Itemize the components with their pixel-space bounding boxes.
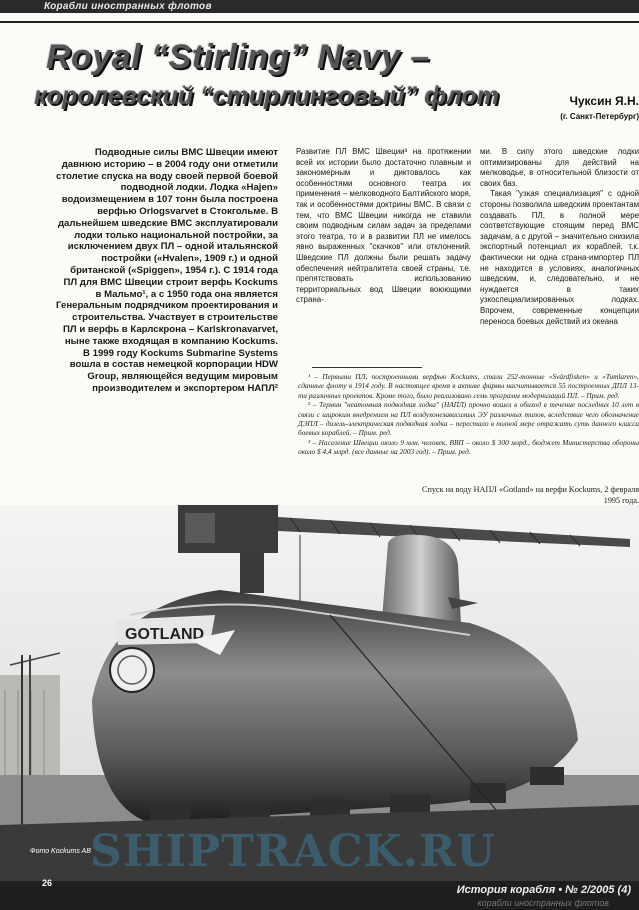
body-column-2 [296,147,471,359]
footnotes [298,372,639,457]
body-paragraph: Развитие ПЛ ВМС Швеции³ на протяжении всей их истории было достаточно плавным и закономерным и диктовалось как особенностями основного театра их применения – мелководного Балтийского моря, так и особенностями доктрины ВМС. В связи с тем, что ВМС Швеции никогда не ставили своим подводным силам задач за пределами этого театра, то и в развитии ПЛ не имелось явно выраженных "скачков" или отклонений. Шведские ПЛ должны были решать задачу обеспечения нейтралитета своей страны, т.е. препятствовать использованию территориальных вод Швеции воюющими страна- [296,147,471,305]
photo-credit: Фото Kockums AB [30,848,91,855]
author-location: (г. Санкт-Петербург) [560,112,639,121]
page-number: 26 [42,878,53,888]
article-title: Royal “Stirling” Navy – [46,38,430,76]
article-subtitle: королевский “стирлинговый” флот [34,82,499,110]
section-header-bar [0,0,639,13]
top-rule [0,21,639,23]
footer-ghost-text: корабли иностранных флотов [477,898,609,908]
footnote-3: ³ – Население Швеции около 9 млн. человек, ВВП – около $ 300 млрд., бюджет Министерства обороны около $ 4,4 млрд. (все данные на 2003 год). – Прим. ред. [298,437,639,457]
body-paragraph: ми. В силу этого шведские лодки оптимизированы для действий на мелководье, в относительной близости от своих баз. [480,147,639,188]
footnote-2: ² – Термин "неатомная подводная лодка" (НАПЛ) прочно вошел в обиход в течение последних 10 лет в связи с широким внедрением на ПЛ воздухонезависимых ЭУ различных типов, вследствие чего обозначение ДЭПЛ – дизель-электрическая подводная лодка – перестало в полной мере отражать суть данного класса боевых кораблей. – Прим. ред. [298,400,639,438]
lead-paragraph: Подводные силы ВМС Швеции имеют давнюю историю – в 2004 году они отметили столетие спуска на воду своей первой боевой подводной лодки. Лодка «Hajen» водоизмещением в 107 тонн была построена верфью Orlogsvarvet в Стокгольме. В дальнейшем шведские ВМС эксплуатировали лодки только национальной постройки, за исключением двух ПЛ – одной итальянской постройки («Hvalen», 1909 г.) и одной британской («Spiggen», 1954 г.). С 1914 года ПЛ для ВМС Швеции строит верфь Kockums в Мальмо¹, а с 1950 года она является Генеральным подрядчиком проектирования и строительства. Участвует в строительстве ПЛ и верфь в Карлскрона – Karlskronavarvet, ныне также входящая в компанию Kockums. В 1999 году Kockums Submarine Systems вошла в состав немецкой корпорации HDW Group, являющейся ведущим мировым производителем и экспортером НАПЛ² [56,147,278,394]
footnote-1: ¹ – Первыми ПЛ, построенными верфью Kockums, стали 252-тонные «Svärdfisken» и «Tumlaren», сданные флоту в 1914 году. В настоящее время в активе фирмы насчитывается 55 построенных ДПЛ 13-ти различных проектов. Кроме того, было реализовано семь программ модернизаций ПЛ. – Прим. ред. [298,372,639,400]
footnote-rule [312,367,422,368]
watermark: SHIPTRACK.RU [90,826,496,877]
issue-label: История корабля • № 2/2005 (4) [456,884,631,896]
section-title: Корабли иностранных флотов [44,1,212,12]
photo-caption: Спуск на воду НАПЛ «Gotland» на верфи Kockums, 2 февраля 1995 года. [422,485,639,505]
body-column-3 [480,147,639,359]
body-paragraph: Такая "узкая специализация" с одной стороны позволила шведским проектантам создавать ПЛ, в полной мере соответствующие стоящим перед ВМС задачам, а с другой – значительно снизила экспортный потенциал их кораблей, т.к. фактически ни одна страна-импортер ПЛ не находится в условиях, аналогичных шведским, и, следовательно, и не нуждается в таких узкоспециализированных лодках. Впрочем, современные концепции переноса боевых действий из океана [480,189,639,326]
author-name: Чуксин Я.Н. [569,94,639,108]
hull-name-text: GOTLAND [125,626,205,643]
